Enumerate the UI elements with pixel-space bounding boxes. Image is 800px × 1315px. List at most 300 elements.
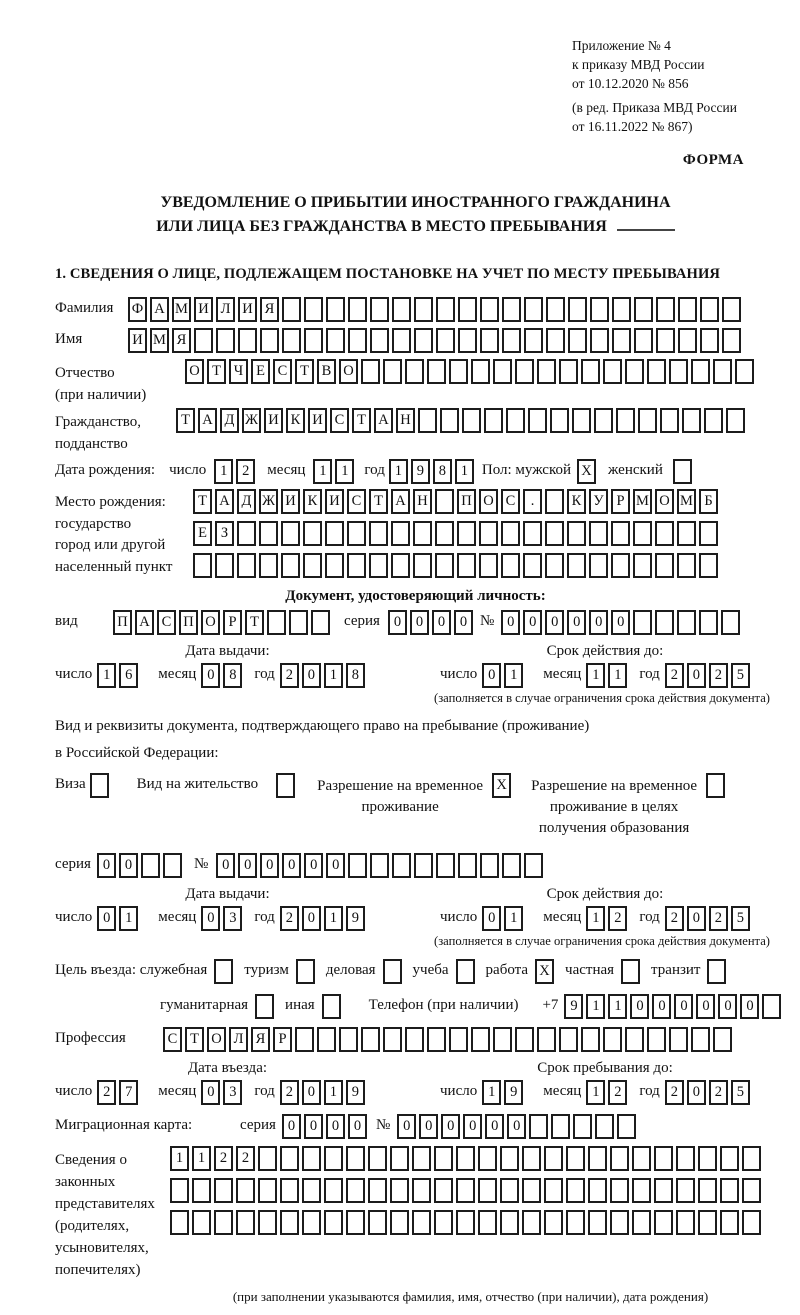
char-cell[interactable]	[611, 553, 630, 578]
char-cell[interactable]	[346, 1178, 365, 1203]
char-cell[interactable]: 0	[282, 853, 301, 878]
char-cell[interactable]: 0	[687, 906, 706, 931]
char-cell[interactable]	[700, 328, 719, 353]
char-cell[interactable]	[346, 1210, 365, 1235]
char-cell[interactable]	[458, 853, 477, 878]
char-cell[interactable]: 0	[216, 853, 235, 878]
char-cell[interactable]	[370, 328, 389, 353]
char-cell[interactable]: 0	[282, 1114, 301, 1139]
char-cell[interactable]: К	[303, 489, 322, 514]
char-cell[interactable]: Р	[223, 610, 242, 635]
char-cell[interactable]: В	[317, 359, 336, 384]
char-cell[interactable]: 0	[740, 994, 759, 1019]
char-cell[interactable]	[720, 1178, 739, 1203]
char-cell[interactable]: 1	[97, 663, 116, 688]
char-cell[interactable]	[524, 328, 543, 353]
char-cell[interactable]: 1	[324, 663, 343, 688]
char-cell[interactable]: Я	[172, 328, 191, 353]
char-cell[interactable]	[480, 853, 499, 878]
char-cell[interactable]	[457, 553, 476, 578]
char-cell[interactable]: 1	[119, 906, 138, 931]
char-cell[interactable]	[436, 328, 455, 353]
char-cell[interactable]: С	[501, 489, 520, 514]
char-cell[interactable]	[478, 1210, 497, 1235]
char-cell[interactable]: И	[238, 297, 257, 322]
char-cell[interactable]: 3	[223, 1080, 242, 1105]
char-cell[interactable]: П	[457, 489, 476, 514]
char-cell[interactable]: 0	[441, 1114, 460, 1139]
phone-boxes[interactable]	[564, 994, 781, 1019]
char-cell[interactable]: 0	[97, 906, 116, 931]
char-cell[interactable]	[655, 553, 674, 578]
char-cell[interactable]: И	[128, 328, 147, 353]
char-cell[interactable]	[610, 1178, 629, 1203]
char-cell[interactable]	[612, 328, 631, 353]
char-cell[interactable]	[302, 1178, 321, 1203]
char-cell[interactable]: Д	[220, 408, 239, 433]
char-cell[interactable]	[566, 1146, 585, 1171]
char-cell[interactable]	[625, 1027, 644, 1052]
char-cell[interactable]	[720, 1146, 739, 1171]
id-doc-type-boxes[interactable]	[113, 610, 330, 635]
char-cell[interactable]: 0	[482, 906, 501, 931]
char-cell[interactable]	[347, 521, 366, 546]
char-cell[interactable]	[412, 1210, 431, 1235]
char-cell[interactable]	[303, 521, 322, 546]
char-cell[interactable]	[383, 1027, 402, 1052]
char-cell[interactable]: Ж	[242, 408, 261, 433]
representatives-boxes-row1[interactable]	[170, 1146, 761, 1171]
char-cell[interactable]: 0	[397, 1114, 416, 1139]
char-cell[interactable]: П	[179, 610, 198, 635]
char-cell[interactable]	[427, 1027, 446, 1052]
char-cell[interactable]: О	[185, 359, 204, 384]
char-cell[interactable]	[267, 610, 286, 635]
char-cell[interactable]	[610, 1210, 629, 1235]
char-cell[interactable]	[361, 359, 380, 384]
char-cell[interactable]	[698, 1178, 717, 1203]
char-cell[interactable]	[523, 521, 542, 546]
char-cell[interactable]	[713, 1027, 732, 1052]
char-cell[interactable]: 1	[586, 1080, 605, 1105]
char-cell[interactable]	[742, 1146, 761, 1171]
char-cell[interactable]	[478, 1178, 497, 1203]
char-cell[interactable]: Ф	[128, 297, 147, 322]
char-cell[interactable]	[303, 553, 322, 578]
char-cell[interactable]	[326, 328, 345, 353]
char-cell[interactable]: 0	[201, 906, 220, 931]
char-cell[interactable]	[237, 553, 256, 578]
char-cell[interactable]	[655, 521, 674, 546]
char-cell[interactable]	[588, 1210, 607, 1235]
char-cell[interactable]	[677, 610, 696, 635]
char-cell[interactable]	[456, 1178, 475, 1203]
char-cell[interactable]	[722, 297, 741, 322]
char-cell[interactable]	[632, 1178, 651, 1203]
char-cell[interactable]	[528, 408, 547, 433]
char-cell[interactable]: Т	[176, 408, 195, 433]
stay-month-boxes[interactable]	[586, 1080, 627, 1105]
char-cell[interactable]: Н	[413, 489, 432, 514]
citizenship-boxes[interactable]	[176, 408, 745, 433]
char-cell[interactable]	[603, 359, 622, 384]
char-cell[interactable]: 8	[346, 663, 365, 688]
char-cell[interactable]: 5	[731, 1080, 750, 1105]
char-cell[interactable]	[390, 1146, 409, 1171]
char-cell[interactable]: 0	[238, 853, 257, 878]
char-cell[interactable]	[515, 359, 534, 384]
purpose-work-checkbox[interactable]	[535, 959, 554, 984]
char-cell[interactable]	[436, 853, 455, 878]
char-cell[interactable]	[559, 1027, 578, 1052]
char-cell[interactable]: А	[215, 489, 234, 514]
char-cell[interactable]	[414, 297, 433, 322]
char-cell[interactable]: 1	[192, 1146, 211, 1171]
char-cell[interactable]: 2	[97, 1080, 116, 1105]
char-cell[interactable]: Я	[260, 297, 279, 322]
char-cell[interactable]	[634, 328, 653, 353]
char-cell[interactable]	[568, 328, 587, 353]
permit-issue-month-boxes[interactable]	[201, 906, 242, 931]
char-cell[interactable]	[276, 773, 295, 798]
char-cell[interactable]: П	[113, 610, 132, 635]
char-cell[interactable]: Ж	[259, 489, 278, 514]
char-cell[interactable]: X	[577, 459, 596, 484]
char-cell[interactable]: О	[479, 489, 498, 514]
char-cell[interactable]	[493, 1027, 512, 1052]
char-cell[interactable]	[192, 1210, 211, 1235]
char-cell[interactable]: 0	[304, 853, 323, 878]
char-cell[interactable]: 8	[223, 663, 242, 688]
char-cell[interactable]: 0	[410, 610, 429, 635]
char-cell[interactable]	[322, 994, 341, 1019]
char-cell[interactable]	[550, 408, 569, 433]
id-issue-year-boxes[interactable]	[280, 663, 365, 688]
id-issue-day-boxes[interactable]	[97, 663, 138, 688]
char-cell[interactable]	[678, 328, 697, 353]
char-cell[interactable]: 1	[482, 1080, 501, 1105]
birth-day-boxes[interactable]	[214, 459, 255, 484]
char-cell[interactable]	[311, 610, 330, 635]
char-cell[interactable]: 2	[709, 906, 728, 931]
char-cell[interactable]: 2	[214, 1146, 233, 1171]
char-cell[interactable]	[493, 359, 512, 384]
char-cell[interactable]	[317, 1027, 336, 1052]
char-cell[interactable]	[435, 489, 454, 514]
char-cell[interactable]: 1	[504, 663, 523, 688]
char-cell[interactable]	[325, 521, 344, 546]
char-cell[interactable]: 0	[501, 610, 520, 635]
surname-boxes[interactable]	[128, 297, 741, 322]
char-cell[interactable]	[621, 959, 640, 984]
char-cell[interactable]: Ч	[229, 359, 248, 384]
char-cell[interactable]	[282, 328, 301, 353]
char-cell[interactable]: 2	[709, 663, 728, 688]
char-cell[interactable]: Н	[396, 408, 415, 433]
char-cell[interactable]: Р	[611, 489, 630, 514]
char-cell[interactable]	[163, 853, 182, 878]
char-cell[interactable]: Т	[207, 359, 226, 384]
char-cell[interactable]	[434, 1210, 453, 1235]
char-cell[interactable]	[141, 853, 160, 878]
char-cell[interactable]: 7	[119, 1080, 138, 1105]
char-cell[interactable]	[572, 408, 591, 433]
char-cell[interactable]: С	[273, 359, 292, 384]
char-cell[interactable]	[713, 359, 732, 384]
char-cell[interactable]: 1	[170, 1146, 189, 1171]
char-cell[interactable]: 0	[589, 610, 608, 635]
birth-year-boxes[interactable]	[389, 459, 474, 484]
char-cell[interactable]: Т	[193, 489, 212, 514]
char-cell[interactable]: М	[677, 489, 696, 514]
char-cell[interactable]: С	[163, 1027, 182, 1052]
id-doc-series-boxes[interactable]	[388, 610, 473, 635]
char-cell[interactable]	[522, 1210, 541, 1235]
char-cell[interactable]: Р	[273, 1027, 292, 1052]
char-cell[interactable]: 0	[523, 610, 542, 635]
char-cell[interactable]	[369, 553, 388, 578]
char-cell[interactable]	[698, 1210, 717, 1235]
char-cell[interactable]: 6	[119, 663, 138, 688]
char-cell[interactable]	[638, 408, 657, 433]
char-cell[interactable]: Д	[237, 489, 256, 514]
char-cell[interactable]	[471, 359, 490, 384]
char-cell[interactable]: 1	[324, 906, 343, 931]
char-cell[interactable]	[625, 359, 644, 384]
char-cell[interactable]	[633, 521, 652, 546]
char-cell[interactable]	[762, 994, 781, 1019]
char-cell[interactable]	[170, 1178, 189, 1203]
given-name-boxes[interactable]	[128, 328, 741, 353]
char-cell[interactable]	[502, 853, 521, 878]
char-cell[interactable]: Л	[229, 1027, 248, 1052]
id-issue-month-boxes[interactable]	[201, 663, 242, 688]
char-cell[interactable]: 0	[611, 610, 630, 635]
char-cell[interactable]: 0	[348, 1114, 367, 1139]
char-cell[interactable]	[501, 553, 520, 578]
char-cell[interactable]: А	[374, 408, 393, 433]
char-cell[interactable]: X	[492, 773, 511, 798]
char-cell[interactable]: 0	[419, 1114, 438, 1139]
char-cell[interactable]	[611, 521, 630, 546]
char-cell[interactable]	[302, 1146, 321, 1171]
char-cell[interactable]: 2	[280, 1080, 299, 1105]
char-cell[interactable]	[369, 521, 388, 546]
char-cell[interactable]: 2	[236, 459, 255, 484]
char-cell[interactable]	[414, 853, 433, 878]
char-cell[interactable]	[545, 553, 564, 578]
id-expiry-year-boxes[interactable]	[665, 663, 750, 688]
char-cell[interactable]	[255, 994, 274, 1019]
char-cell[interactable]: 0	[463, 1114, 482, 1139]
char-cell[interactable]	[304, 297, 323, 322]
char-cell[interactable]	[656, 297, 675, 322]
char-cell[interactable]	[427, 359, 446, 384]
char-cell[interactable]	[258, 1210, 277, 1235]
char-cell[interactable]	[595, 1114, 614, 1139]
char-cell[interactable]: 1	[586, 663, 605, 688]
birthplace-boxes-row1[interactable]	[193, 489, 718, 514]
char-cell[interactable]: 0	[630, 994, 649, 1019]
char-cell[interactable]	[524, 297, 543, 322]
char-cell[interactable]: У	[589, 489, 608, 514]
permit-issue-day-boxes[interactable]	[97, 906, 138, 931]
char-cell[interactable]: О	[207, 1027, 226, 1052]
char-cell[interactable]: 0	[545, 610, 564, 635]
stay-day-boxes[interactable]	[482, 1080, 523, 1105]
char-cell[interactable]	[324, 1210, 343, 1235]
char-cell[interactable]	[612, 297, 631, 322]
char-cell[interactable]	[654, 1210, 673, 1235]
char-cell[interactable]	[391, 553, 410, 578]
char-cell[interactable]	[722, 328, 741, 353]
char-cell[interactable]	[655, 610, 674, 635]
char-cell[interactable]	[326, 297, 345, 322]
char-cell[interactable]	[704, 408, 723, 433]
char-cell[interactable]: А	[135, 610, 154, 635]
char-cell[interactable]	[413, 521, 432, 546]
char-cell[interactable]: О	[655, 489, 674, 514]
permit-expiry-year-boxes[interactable]	[665, 906, 750, 931]
char-cell[interactable]	[676, 1178, 695, 1203]
char-cell[interactable]	[617, 1114, 636, 1139]
char-cell[interactable]	[588, 1146, 607, 1171]
char-cell[interactable]	[654, 1146, 673, 1171]
char-cell[interactable]	[368, 1146, 387, 1171]
char-cell[interactable]: 0	[567, 610, 586, 635]
char-cell[interactable]	[324, 1146, 343, 1171]
char-cell[interactable]	[412, 1146, 431, 1171]
char-cell[interactable]	[348, 853, 367, 878]
patronymic-boxes[interactable]	[185, 359, 754, 384]
char-cell[interactable]: И	[281, 489, 300, 514]
char-cell[interactable]: 1	[608, 994, 627, 1019]
char-cell[interactable]	[418, 408, 437, 433]
char-cell[interactable]	[568, 297, 587, 322]
char-cell[interactable]: 0	[696, 994, 715, 1019]
char-cell[interactable]	[545, 489, 564, 514]
char-cell[interactable]	[449, 359, 468, 384]
char-cell[interactable]	[529, 1114, 548, 1139]
char-cell[interactable]	[347, 553, 366, 578]
char-cell[interactable]	[676, 1146, 695, 1171]
char-cell[interactable]: Е	[251, 359, 270, 384]
char-cell[interactable]	[691, 1027, 710, 1052]
char-cell[interactable]	[515, 1027, 534, 1052]
char-cell[interactable]: 2	[280, 663, 299, 688]
permit-number-boxes[interactable]	[216, 853, 543, 878]
entry-day-boxes[interactable]	[97, 1080, 138, 1105]
char-cell[interactable]: 9	[346, 1080, 365, 1105]
char-cell[interactable]	[258, 1178, 277, 1203]
char-cell[interactable]	[501, 521, 520, 546]
char-cell[interactable]	[634, 297, 653, 322]
char-cell[interactable]	[589, 521, 608, 546]
char-cell[interactable]: 0	[454, 610, 473, 635]
visa-checkbox[interactable]	[90, 773, 109, 798]
char-cell[interactable]: 0	[304, 1114, 323, 1139]
char-cell[interactable]	[458, 328, 477, 353]
char-cell[interactable]	[281, 521, 300, 546]
char-cell[interactable]: 1	[455, 459, 474, 484]
char-cell[interactable]	[654, 1178, 673, 1203]
permit-expiry-day-boxes[interactable]	[482, 906, 523, 931]
char-cell[interactable]	[546, 297, 565, 322]
char-cell[interactable]	[280, 1146, 299, 1171]
char-cell[interactable]	[412, 1178, 431, 1203]
char-cell[interactable]	[647, 1027, 666, 1052]
char-cell[interactable]: М	[150, 328, 169, 353]
char-cell[interactable]	[458, 297, 477, 322]
char-cell[interactable]	[706, 773, 725, 798]
char-cell[interactable]	[216, 328, 235, 353]
char-cell[interactable]	[484, 408, 503, 433]
char-cell[interactable]	[707, 959, 726, 984]
char-cell[interactable]	[545, 521, 564, 546]
purpose-study-checkbox[interactable]	[456, 959, 475, 984]
char-cell[interactable]: С	[347, 489, 366, 514]
char-cell[interactable]	[370, 297, 389, 322]
char-cell[interactable]: З	[215, 521, 234, 546]
char-cell[interactable]	[669, 359, 688, 384]
char-cell[interactable]	[236, 1210, 255, 1235]
char-cell[interactable]	[480, 328, 499, 353]
purpose-other-checkbox[interactable]	[322, 994, 341, 1019]
char-cell[interactable]	[500, 1210, 519, 1235]
char-cell[interactable]: И	[264, 408, 283, 433]
char-cell[interactable]	[259, 521, 278, 546]
char-cell[interactable]	[567, 521, 586, 546]
char-cell[interactable]	[368, 1210, 387, 1235]
char-cell[interactable]: 0	[326, 1114, 345, 1139]
char-cell[interactable]: 0	[388, 610, 407, 635]
char-cell[interactable]: О	[201, 610, 220, 635]
char-cell[interactable]: 1	[389, 459, 408, 484]
char-cell[interactable]	[236, 1178, 255, 1203]
char-cell[interactable]	[214, 1178, 233, 1203]
char-cell[interactable]: А	[150, 297, 169, 322]
sex-female-checkbox[interactable]	[673, 459, 692, 484]
char-cell[interactable]	[581, 359, 600, 384]
char-cell[interactable]: И	[194, 297, 213, 322]
char-cell[interactable]: 2	[608, 1080, 627, 1105]
char-cell[interactable]: 0	[201, 1080, 220, 1105]
char-cell[interactable]: 0	[260, 853, 279, 878]
char-cell[interactable]	[296, 959, 315, 984]
char-cell[interactable]: 5	[731, 906, 750, 931]
char-cell[interactable]: 5	[731, 663, 750, 688]
char-cell[interactable]: 1	[214, 459, 233, 484]
char-cell[interactable]	[479, 553, 498, 578]
char-cell[interactable]: И	[308, 408, 327, 433]
char-cell[interactable]	[215, 553, 234, 578]
char-cell[interactable]	[537, 359, 556, 384]
char-cell[interactable]	[392, 853, 411, 878]
char-cell[interactable]: 9	[346, 906, 365, 931]
char-cell[interactable]	[721, 610, 740, 635]
char-cell[interactable]	[90, 773, 109, 798]
char-cell[interactable]: 2	[709, 1080, 728, 1105]
char-cell[interactable]	[434, 1146, 453, 1171]
char-cell[interactable]	[673, 459, 692, 484]
char-cell[interactable]	[434, 1178, 453, 1203]
char-cell[interactable]: 2	[665, 1080, 684, 1105]
char-cell[interactable]	[435, 553, 454, 578]
char-cell[interactable]	[742, 1178, 761, 1203]
char-cell[interactable]	[573, 1114, 592, 1139]
char-cell[interactable]: 0	[652, 994, 671, 1019]
char-cell[interactable]	[603, 1027, 622, 1052]
